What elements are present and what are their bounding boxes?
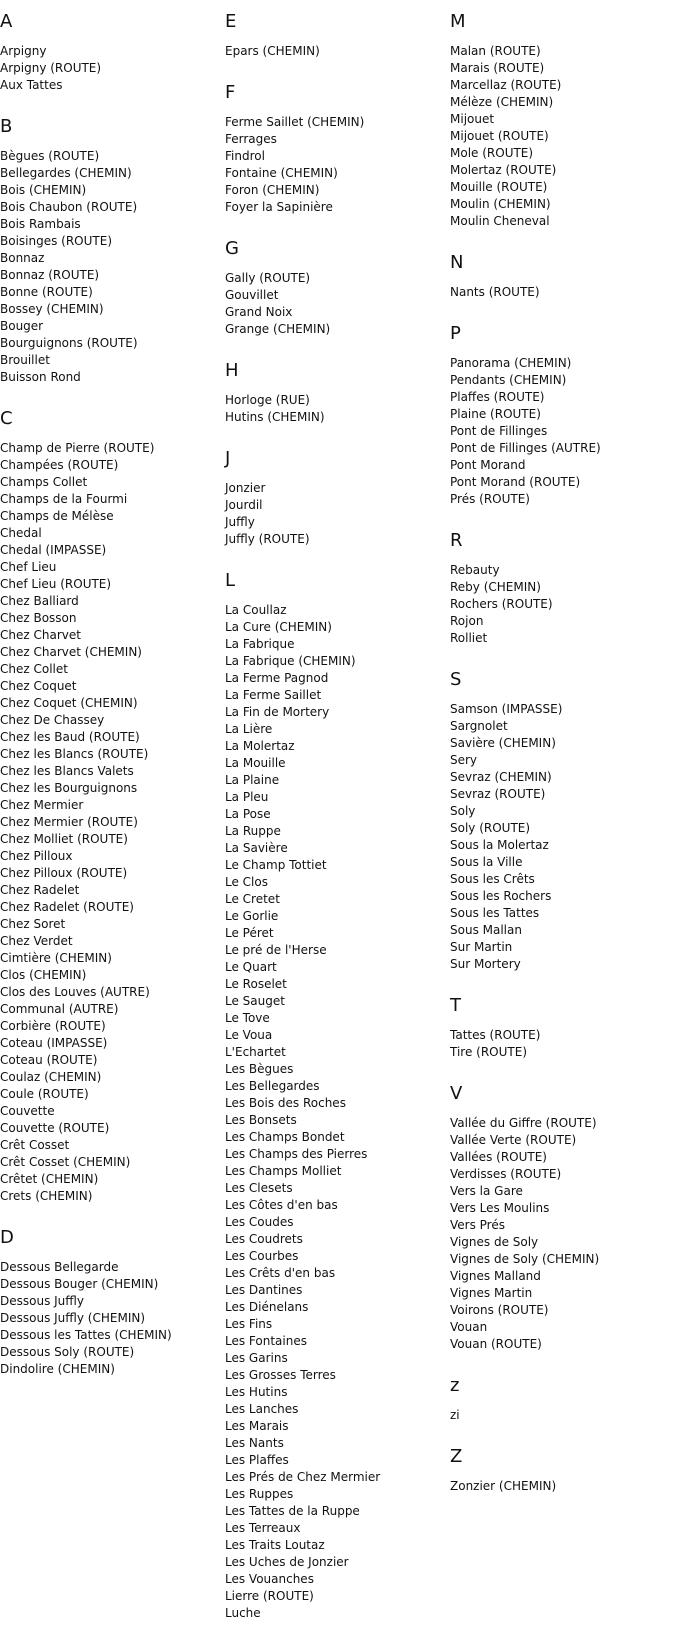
street-name-entry: Clos (CHEMIN) — [0, 968, 87, 982]
street-name-list — [225, 114, 440, 216]
letter-heading: D — [0, 1227, 14, 1248]
street-name-list — [0, 43, 215, 94]
street-name-entry: Sargnolet — [450, 719, 508, 733]
street-name-entry: Rochers (ROUTE) — [450, 597, 553, 611]
street-name-entry: Les Champs Molliet — [225, 1164, 342, 1178]
street-name-entry: Boisinges (ROUTE) — [0, 234, 113, 248]
street-name-entry: Sous la Molertaz — [450, 838, 549, 852]
street-name-entry: Rojon — [450, 614, 484, 628]
street-name-entry: Les Grosses Terres — [225, 1368, 336, 1382]
street-name-entry: Zonzier (CHEMIN) — [450, 1479, 557, 1493]
letter-section — [225, 571, 440, 1622]
street-name-entry: Hutins (CHEMIN) — [225, 410, 325, 424]
street-name-entry: Samson (IMPASSE) — [450, 702, 563, 716]
street-name-entry: Arpigny (ROUTE) — [0, 61, 102, 75]
street-name-entry: La Mouille — [225, 756, 286, 770]
street-name-entry: Sous les Tattes — [450, 906, 540, 920]
street-name-list — [450, 1027, 665, 1061]
street-name-entry: Vignes Martin — [450, 1286, 533, 1300]
street-name-list — [0, 440, 215, 1205]
street-name-entry: Bonne (ROUTE) — [0, 285, 93, 299]
street-name-entry: Mijouet — [450, 112, 495, 126]
street-name-entry: Arpigny — [0, 44, 47, 58]
letter-heading: E — [225, 11, 237, 32]
street-name-entry: La Ruppe — [225, 824, 281, 838]
street-name-entry: Chez Soret — [0, 917, 66, 931]
street-name-entry: Dessous Juffly — [0, 1294, 84, 1308]
street-name-entry: Couvette (ROUTE) — [0, 1121, 110, 1135]
street-name-entry: Les Garins — [225, 1351, 288, 1365]
street-name-list — [225, 480, 440, 548]
street-name-entry: Sery — [450, 753, 478, 767]
street-name-entry: Les Bègues — [225, 1062, 294, 1076]
street-name-entry: Gally (ROUTE) — [225, 271, 311, 285]
street-name-list — [225, 270, 440, 338]
street-name-entry: Crêt Cosset — [0, 1138, 70, 1152]
street-name-entry: Dessous Bouger (CHEMIN) — [0, 1277, 159, 1291]
street-name-entry: Champs de la Fourmi — [0, 492, 128, 506]
street-name-entry: Chez Collet — [0, 662, 68, 676]
street-name-entry: Les Coudes — [225, 1215, 294, 1229]
street-name-entry: Les Uches de Jonzier — [225, 1555, 349, 1569]
street-name-entry: Chef Lieu — [0, 560, 57, 574]
street-name-entry: Pont de Fillinges — [450, 424, 548, 438]
letter-heading: S — [450, 669, 462, 690]
letter-heading: R — [450, 530, 463, 551]
street-name-entry: Sous la Ville — [450, 855, 523, 869]
street-name-entry: La Fabrique — [225, 637, 295, 651]
letter-heading: A — [0, 11, 13, 32]
street-name-entry: Chez Molliet (ROUTE) — [0, 832, 128, 846]
street-name-entry: Sur Martin — [450, 940, 513, 954]
street-name-entry: Mole (ROUTE) — [450, 146, 534, 160]
street-name-entry: Le Clos — [225, 875, 268, 889]
street-name-entry: Chez les Blancs (ROUTE) — [0, 747, 149, 761]
street-name-entry: Champs de Mélèse — [0, 509, 114, 523]
street-name-entry: La Cure (CHEMIN) — [225, 620, 332, 634]
street-name-entry: Bois Rambais — [0, 217, 81, 231]
street-name-list — [450, 1115, 665, 1353]
street-name-list — [450, 1407, 665, 1424]
street-name-entry: Rebauty — [450, 563, 500, 577]
street-name-entry: Ferrages — [225, 132, 277, 146]
street-name-entry: Les Traits Loutaz — [225, 1538, 325, 1552]
street-name-entry: Panorama (CHEMIN) — [450, 356, 572, 370]
street-name-entry: Brouillet — [0, 353, 50, 367]
street-name-entry: Crêtet (CHEMIN) — [0, 1172, 99, 1186]
letter-section — [450, 1447, 665, 1495]
street-name-entry: Moulin (CHEMIN) — [450, 197, 551, 211]
street-name-entry: Reby (CHEMIN) — [450, 580, 541, 594]
street-name-entry: Plaine (ROUTE) — [450, 407, 541, 421]
street-name-entry: Ferme Saillet (CHEMIN) — [225, 115, 365, 129]
street-name-entry: Soly — [450, 804, 476, 818]
street-name-entry: Les Champs des Pierres — [225, 1147, 368, 1161]
street-name-entry: Vers Les Moulins — [450, 1201, 550, 1215]
street-name-entry: Coule (ROUTE) — [0, 1087, 89, 1101]
street-name-entry: Communal (AUTRE) — [0, 1002, 119, 1016]
street-name-entry: Le Péret — [225, 926, 274, 940]
street-name-entry: Dessous Juffly (CHEMIN) — [0, 1311, 146, 1325]
street-name-entry: Juffly — [225, 515, 255, 529]
street-name-entry: Chef Lieu (ROUTE) — [0, 577, 112, 591]
street-name-entry: Chez les Bourguignons — [0, 781, 138, 795]
street-name-entry: Sevraz (ROUTE) — [450, 787, 546, 801]
street-name-entry: La Pleu — [225, 790, 269, 804]
street-name-entry: Les Marais — [225, 1419, 289, 1433]
street-name-entry: Buisson Rond — [0, 370, 81, 384]
street-name-entry: Champ de Pierre (ROUTE) — [0, 441, 155, 455]
letter-section — [225, 449, 440, 548]
letter-heading: z — [450, 1375, 460, 1396]
street-name-entry: Voirons (ROUTE) — [450, 1303, 549, 1317]
street-name-entry: Tire (ROUTE) — [450, 1045, 528, 1059]
street-name-entry: Les Lanches — [225, 1402, 299, 1416]
letter-section — [225, 12, 440, 60]
street-name-list — [450, 284, 665, 301]
street-name-entry: Marais (ROUTE) — [450, 61, 545, 75]
street-name-entry: Vignes de Soly (CHEMIN) — [450, 1252, 600, 1266]
street-name-entry: Bonnaz — [0, 251, 45, 265]
street-name-list — [450, 355, 665, 508]
street-name-entry: Molertaz (ROUTE) — [450, 163, 557, 177]
street-name-entry: Chez les Blancs Valets — [0, 764, 134, 778]
street-name-entry: Rolliet — [450, 631, 488, 645]
street-name-entry: Plaffes (ROUTE) — [450, 390, 545, 404]
letter-heading: V — [450, 1083, 463, 1104]
street-name-entry: Le Quart — [225, 960, 277, 974]
street-name-entry: Le Roselet — [225, 977, 287, 991]
street-name-entry: Les Tattes de la Ruppe — [225, 1504, 360, 1518]
street-name-entry: Mélèze (CHEMIN) — [450, 95, 554, 109]
street-name-entry: Chez Charvet (CHEMIN) — [0, 645, 142, 659]
street-name-entry: Le Sauget — [225, 994, 285, 1008]
street-name-entry: Chez Pilloux — [0, 849, 73, 863]
letter-heading: J — [225, 448, 231, 469]
street-name-entry: Chez les Baud (ROUTE) — [0, 730, 140, 744]
street-name-entry: Les Vouanches — [225, 1572, 314, 1586]
street-name-entry: Foyer la Sapinière — [225, 200, 333, 214]
letter-heading: L — [225, 570, 236, 591]
street-name-entry: Champs Collet — [0, 475, 88, 489]
street-name-entry: Jonzier — [225, 481, 266, 495]
street-name-entry: Coteau (ROUTE) — [0, 1053, 98, 1067]
street-name-entry: La Coullaz — [225, 603, 287, 617]
street-name-entry: La Lière — [225, 722, 273, 736]
street-name-entry: Chez Verdet — [0, 934, 73, 948]
street-name-entry: Mouille (ROUTE) — [450, 180, 548, 194]
letter-section — [450, 253, 665, 301]
letter-heading: H — [225, 360, 239, 381]
street-name-entry: Chez Coquet — [0, 679, 77, 693]
street-name-entry: Bossey (CHEMIN) — [0, 302, 104, 316]
letter-heading: B — [0, 116, 13, 137]
street-name-entry: Jourdil — [225, 498, 263, 512]
street-name-entry: Dessous Bellegarde — [0, 1260, 119, 1274]
street-name-entry: La Plaine — [225, 773, 280, 787]
street-name-entry: Les Ruppes — [225, 1487, 294, 1501]
street-name-entry: Sous Mallan — [450, 923, 522, 937]
street-name-entry: Le Cretet — [225, 892, 280, 906]
street-name-entry: Les Bellegardes — [225, 1079, 320, 1093]
street-name-entry: Sur Mortery — [450, 957, 521, 971]
street-name-entry: Les Bois des Roches — [225, 1096, 346, 1110]
street-name-entry: La Ferme Saillet — [225, 688, 322, 702]
street-name-entry: Chez Charvet — [0, 628, 81, 642]
street-name-entry: Bègues (ROUTE) — [0, 149, 100, 163]
street-name-entry: La Molertaz — [225, 739, 295, 753]
street-name-list — [0, 148, 215, 386]
street-name-entry: Les Plaffes — [225, 1453, 289, 1467]
letter-section — [450, 670, 665, 973]
letter-section — [450, 1084, 665, 1353]
letter-heading: M — [450, 11, 466, 32]
street-name-entry: Les Fontaines — [225, 1334, 307, 1348]
letter-heading: N — [450, 252, 464, 273]
street-name-entry: Pont Morand — [450, 458, 526, 472]
letter-section — [0, 409, 215, 1205]
street-name-entry: Prés (ROUTE) — [450, 492, 530, 506]
street-name-entry: Le Voua — [225, 1028, 273, 1042]
street-name-entry: Vallée Verte (ROUTE) — [450, 1133, 577, 1147]
street-name-entry: Chedal — [0, 526, 42, 540]
street-name-entry: Chez Mermier — [0, 798, 84, 812]
street-name-entry: Dessous Soly (ROUTE) — [0, 1345, 135, 1359]
street-name-entry: Chedal (IMPASSE) — [0, 543, 107, 557]
street-name-entry: La Savière — [225, 841, 288, 855]
street-name-entry: Les Champs Bondet — [225, 1130, 345, 1144]
letter-heading: F — [225, 82, 236, 103]
street-name-entry: Les Dantines — [225, 1283, 303, 1297]
street-name-entry: Le Tove — [225, 1011, 270, 1025]
street-name-entry: La Fabrique (CHEMIN) — [225, 654, 356, 668]
letter-heading: P — [450, 323, 461, 344]
street-name-entry: La Fin de Mortery — [225, 705, 330, 719]
letter-section — [0, 1228, 215, 1378]
street-name-list — [450, 701, 665, 973]
street-name-entry: Soly (ROUTE) — [450, 821, 531, 835]
letter-section — [225, 83, 440, 216]
street-name-entry: Corbière (ROUTE) — [0, 1019, 106, 1033]
street-name-entry: L'Echartet — [225, 1045, 286, 1059]
letter-heading: C — [0, 408, 13, 429]
street-name-entry: Chez Balliard — [0, 594, 79, 608]
letter-section — [225, 239, 440, 338]
street-name-entry: Grand Noix — [225, 305, 293, 319]
street-name-entry: Vouan (ROUTE) — [450, 1337, 542, 1351]
street-name-entry: Les Crêts d'en bas — [225, 1266, 336, 1280]
letter-section — [450, 324, 665, 508]
street-name-entry: Chez De Chassey — [0, 713, 105, 727]
street-name-entry: Sous les Crêts — [450, 872, 535, 886]
street-name-entry: Malan (ROUTE) — [450, 44, 541, 58]
street-name-entry: Grange (CHEMIN) — [225, 322, 331, 336]
street-name-entry: Cimtière (CHEMIN) — [0, 951, 112, 965]
street-name-entry: Clos des Louves (AUTRE) — [0, 985, 150, 999]
street-name-entry: Luche — [225, 1606, 261, 1620]
letter-section — [450, 1376, 665, 1424]
street-name-entry: Les Hutins — [225, 1385, 288, 1399]
street-name-entry: Les Nants — [225, 1436, 284, 1450]
street-name-entry: Marcellaz (ROUTE) — [450, 78, 562, 92]
street-name-list — [225, 602, 440, 1622]
street-name-entry: Chez Pilloux (ROUTE) — [0, 866, 128, 880]
street-name-entry: Epars (CHEMIN) — [225, 44, 320, 58]
street-name-entry: zi — [450, 1408, 460, 1422]
letter-heading: G — [225, 238, 239, 259]
street-name-entry: Bellegardes (CHEMIN) — [0, 166, 132, 180]
street-name-entry: Foron (CHEMIN) — [225, 183, 320, 197]
street-name-entry: Sevraz (CHEMIN) — [450, 770, 552, 784]
street-name-entry: Findrol — [225, 149, 265, 163]
street-name-entry: Bourguignons (ROUTE) — [0, 336, 138, 350]
street-name-entry: La Pose — [225, 807, 271, 821]
street-name-entry: Coulaz (CHEMIN) — [0, 1070, 102, 1084]
street-name-entry: Aux Tattes — [0, 78, 63, 92]
street-name-entry: Les Fins — [225, 1317, 273, 1331]
street-name-entry: Chez Coquet (CHEMIN) — [0, 696, 138, 710]
street-name-entry: Chez Radelet — [0, 883, 80, 897]
street-name-entry: Champées (ROUTE) — [0, 458, 119, 472]
street-name-list — [450, 562, 665, 647]
street-name-entry: Couvette — [0, 1104, 55, 1118]
street-name-entry: Les Bonsets — [225, 1113, 297, 1127]
street-name-entry: Dindolire (CHEMIN) — [0, 1362, 115, 1376]
street-name-entry: Juffly (ROUTE) — [225, 532, 310, 546]
street-name-entry: Coteau (IMPASSE) — [0, 1036, 108, 1050]
street-name-entry: Bouger — [0, 319, 44, 333]
street-name-entry: Les Diénelans — [225, 1300, 309, 1314]
street-name-entry: Horloge (RUE) — [225, 393, 310, 407]
street-name-list — [225, 43, 440, 60]
street-name-entry: Vers Prés — [450, 1218, 505, 1232]
street-name-entry: Sous les Rochers — [450, 889, 552, 903]
street-name-entry: Pendants (CHEMIN) — [450, 373, 567, 387]
letter-section — [450, 12, 665, 230]
street-name-entry: Le Champ Tottiet — [225, 858, 327, 872]
street-name-entry: Tattes (ROUTE) — [450, 1028, 541, 1042]
street-name-entry: Fontaine (CHEMIN) — [225, 166, 338, 180]
street-name-entry: Vouan — [450, 1320, 488, 1334]
street-name-list — [0, 1259, 215, 1378]
street-name-entry: Vignes de Soly — [450, 1235, 539, 1249]
street-name-entry: La Ferme Pagnod — [225, 671, 329, 685]
letter-section — [450, 531, 665, 647]
street-index-column-3 — [450, 12, 665, 1518]
street-name-entry: Le Gorlie — [225, 909, 279, 923]
street-name-entry: Verdisses (ROUTE) — [450, 1167, 562, 1181]
street-name-entry: Les Clesets — [225, 1181, 293, 1195]
letter-heading: Z — [450, 1446, 463, 1467]
street-name-entry: Les Terreaux — [225, 1521, 301, 1535]
letter-section — [225, 361, 440, 426]
street-name-entry: Bonnaz (ROUTE) — [0, 268, 100, 282]
street-name-entry: Le pré de l'Herse — [225, 943, 327, 957]
street-name-list — [450, 43, 665, 230]
street-name-entry: Vignes Malland — [450, 1269, 541, 1283]
street-name-entry: Bois Chaubon (ROUTE) — [0, 200, 138, 214]
street-name-list — [225, 392, 440, 426]
street-name-entry: Chez Bosson — [0, 611, 77, 625]
street-name-entry: Bois (CHEMIN) — [0, 183, 87, 197]
street-index-column-1 — [0, 12, 215, 1401]
street-name-entry: Pont de Fillinges (AUTRE) — [450, 441, 601, 455]
street-name-entry: Les Côtes d'en bas — [225, 1198, 338, 1212]
street-name-entry: Savière (CHEMIN) — [450, 736, 556, 750]
street-index-column-2 — [225, 12, 440, 1645]
street-name-entry: Moulin Cheneval — [450, 214, 550, 228]
street-name-entry: Chez Radelet (ROUTE) — [0, 900, 134, 914]
street-name-entry: Les Prés de Chez Mermier — [225, 1470, 381, 1484]
letter-section — [0, 12, 215, 94]
street-name-entry: Pont Morand (ROUTE) — [450, 475, 581, 489]
street-name-entry: Crets (CHEMIN) — [0, 1189, 93, 1203]
street-name-entry: Dessous les Tattes (CHEMIN) — [0, 1328, 172, 1342]
street-name-entry: Vers la Gare — [450, 1184, 523, 1198]
letter-section — [450, 996, 665, 1061]
street-name-entry: Crêt Cosset (CHEMIN) — [0, 1155, 131, 1169]
street-name-entry: Chez Mermier (ROUTE) — [0, 815, 138, 829]
street-name-entry: Mijouet (ROUTE) — [450, 129, 549, 143]
street-name-entry: Les Courbes — [225, 1249, 299, 1263]
street-name-entry: Nants (ROUTE) — [450, 285, 540, 299]
street-name-entry: Gouvillet — [225, 288, 279, 302]
street-name-entry: Vallée du Giffre (ROUTE) — [450, 1116, 597, 1130]
street-name-entry: Vallées (ROUTE) — [450, 1150, 547, 1164]
street-name-entry: Lierre (ROUTE) — [225, 1589, 314, 1603]
street-name-list — [450, 1478, 665, 1495]
street-name-entry: Les Coudrets — [225, 1232, 303, 1246]
letter-heading: T — [450, 995, 461, 1016]
letter-section — [0, 117, 215, 386]
